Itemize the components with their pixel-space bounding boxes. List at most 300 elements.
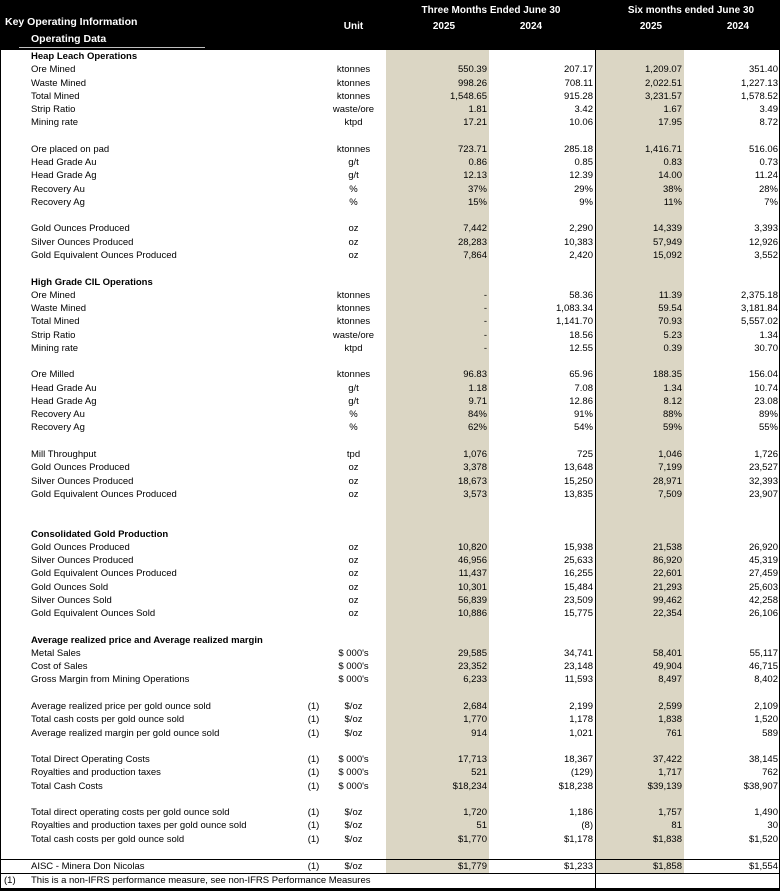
- cell-v3: 21,293: [652, 581, 682, 593]
- cell-label: Ore placed on pad: [31, 143, 110, 155]
- cell-v2: 1,021: [569, 727, 593, 739]
- cell-note: [296, 647, 331, 660]
- table-row: [1, 833, 780, 846]
- cell-v4: 89%: [758, 409, 778, 421]
- cell-v2: [489, 262, 595, 275]
- cell-v4: 1,578.52: [741, 90, 778, 102]
- cell-note: [296, 103, 331, 116]
- cell-v4: [684, 740, 780, 753]
- cell-v2: 15,938: [563, 541, 593, 553]
- cell-unit: ktpd: [344, 117, 363, 129]
- cell-v4: 38,145: [748, 754, 778, 766]
- cell-v1: 56,839: [457, 594, 487, 606]
- cell-v3: [595, 50, 684, 63]
- table-header: [1, 0, 779, 50]
- cell-label: Royalties and production taxes per gold ounce sold: [31, 820, 247, 832]
- cell-note: [296, 368, 331, 381]
- cell-v1: 1.81: [468, 104, 487, 116]
- cell-v2: 1,178: [569, 714, 593, 726]
- cell-unit: $ 000's: [338, 674, 369, 686]
- cell-unit: oz: [348, 555, 359, 567]
- cell-v4: [684, 634, 780, 647]
- cell-v1: 9.71: [468, 395, 487, 407]
- cell-unit: oz: [348, 223, 359, 235]
- table-row: [1, 727, 780, 740]
- cell-label: Total cash costs per gold ounce sold: [31, 714, 185, 726]
- footnote-text: This is a non-IFRS performance measure, see non-IFRS Performance Measures: [31, 875, 371, 886]
- cell-v1: -: [483, 316, 487, 328]
- page-title: Key Operating Information: [5, 16, 138, 28]
- cell-v2: $1,233: [563, 861, 593, 873]
- cell-label: Ore Milled: [31, 369, 75, 381]
- table-row: [1, 753, 780, 766]
- cell-v2: [489, 514, 595, 527]
- table-row: [1, 461, 780, 474]
- cell-v3: 11.39: [658, 289, 682, 301]
- cell-label: [1, 514, 296, 527]
- cell-label: High Grade CIL Operations: [31, 276, 153, 288]
- table-row: [1, 116, 780, 129]
- cell-v3: [595, 514, 684, 527]
- column-header-year-2024-q: 2024: [519, 21, 543, 32]
- cell-v1: 7,442: [463, 223, 487, 235]
- table-row: [1, 329, 780, 342]
- cell-note: [296, 740, 331, 753]
- table-row: [1, 819, 780, 832]
- cell-v1: 1,076: [463, 448, 487, 460]
- cell-note: [296, 90, 331, 103]
- column-group-six-months: Six months ended June 30: [627, 5, 755, 16]
- table-row: [1, 236, 780, 249]
- cell-v1: 7,864: [463, 249, 487, 261]
- cell-v1: 10,820: [457, 541, 487, 553]
- cell-unit: oz: [348, 581, 359, 593]
- cell-v4: 516.06: [748, 143, 778, 155]
- cell-v3: 88%: [662, 409, 682, 421]
- cell-v1: -: [483, 289, 487, 301]
- cell-v4: 11.24: [754, 170, 778, 182]
- cell-note: (1): [307, 714, 320, 726]
- cell-note: [296, 276, 331, 289]
- cell-v1: [376, 435, 489, 448]
- cell-v2: [489, 793, 595, 806]
- cell-note: [296, 581, 331, 594]
- cell-label: Recovery Au: [31, 183, 85, 195]
- cell-unit: waste/ore: [332, 104, 375, 116]
- cell-v1: 0.86: [468, 157, 487, 169]
- cell-v3: 1,046: [658, 448, 682, 460]
- cell-v3: 8.12: [663, 395, 682, 407]
- cell-note: (1): [307, 861, 320, 873]
- blank-row: [1, 209, 780, 222]
- cell-label: Recovery Au: [31, 409, 85, 421]
- cell-label: [1, 740, 296, 753]
- blank-row: [1, 793, 780, 806]
- cell-unit: $/oz: [344, 820, 363, 832]
- cell-v1: 12.13: [463, 170, 487, 182]
- cell-label: Waste Mined: [31, 77, 87, 89]
- cell-v1: 29,585: [457, 647, 487, 659]
- cell-v1: 10,301: [457, 581, 487, 593]
- cell-unit: $ 000's: [338, 647, 369, 659]
- table-row: [1, 90, 780, 103]
- cell-v1: 914: [471, 727, 487, 739]
- cell-v2: 708.11: [564, 77, 593, 89]
- cell-unit: $ 000's: [338, 661, 369, 673]
- cell-unit: [331, 846, 376, 859]
- cell-v4: [684, 262, 780, 275]
- cell-unit: [331, 514, 376, 527]
- cell-v4: 3.49: [759, 104, 778, 116]
- cell-v3: [595, 262, 684, 275]
- cell-v1: 723.71: [457, 143, 487, 155]
- column-header-unit: Unit: [343, 21, 364, 32]
- cell-v1: [376, 620, 489, 633]
- cell-unit: [331, 50, 376, 63]
- cell-v4: 46,715: [748, 661, 778, 673]
- cell-v3: 15,092: [652, 249, 682, 261]
- cell-v1: [376, 687, 489, 700]
- cell-v2: 54%: [573, 422, 593, 434]
- cell-v2: 34,741: [563, 647, 593, 659]
- cell-v1: 10,886: [457, 608, 487, 620]
- cell-v1: -: [483, 303, 487, 315]
- section-header-row: [1, 50, 780, 63]
- cell-v1: 23,352: [457, 661, 487, 673]
- cell-label: Gross Margin from Mining Operations: [31, 674, 190, 686]
- cell-v2: 12.86: [569, 395, 593, 407]
- cell-v2: 29%: [573, 183, 593, 195]
- cell-unit: g/t: [348, 382, 359, 394]
- cell-v2: 13,648: [563, 462, 593, 474]
- cell-v2: [489, 687, 595, 700]
- cell-v4: [684, 435, 780, 448]
- cell-label: Total Mined: [31, 316, 80, 328]
- cell-v1: 1,770: [463, 714, 487, 726]
- cell-v3: [595, 501, 684, 514]
- table-row: [1, 806, 780, 819]
- table-row: [1, 448, 780, 461]
- cell-v4: 12,926: [748, 236, 778, 248]
- cell-note: [296, 421, 331, 434]
- cell-label: Gold Ounces Produced: [31, 541, 130, 553]
- column-header-year-2025-h: 2025: [639, 21, 663, 32]
- cell-unit: ktonnes: [336, 303, 371, 315]
- cell-note: [296, 475, 331, 488]
- cell-unit: $/oz: [344, 714, 363, 726]
- cell-note: [296, 315, 331, 328]
- cell-v4: [684, 276, 780, 289]
- cell-v1: 17.21: [463, 117, 487, 129]
- cell-v4: 30: [767, 820, 778, 832]
- cell-unit: ktonnes: [336, 289, 371, 301]
- cell-unit: $ 000's: [338, 780, 369, 792]
- cell-v1: 2,684: [463, 701, 487, 713]
- table-body: [1, 50, 780, 873]
- cell-note: [296, 382, 331, 395]
- cell-note: [296, 249, 331, 262]
- cell-v3: 17.95: [658, 117, 682, 129]
- cell-v4: 2,375.18: [741, 289, 778, 301]
- cell-label: [1, 687, 296, 700]
- cell-note: (1): [307, 833, 320, 845]
- cell-v4: 1,227.13: [741, 77, 778, 89]
- cell-note: (1): [307, 807, 320, 819]
- table-row: [1, 156, 780, 169]
- cell-v2: (8): [581, 820, 593, 832]
- cell-v2: 11,593: [564, 674, 593, 686]
- cell-label: Recovery Ag: [31, 422, 85, 434]
- cell-label: [1, 209, 296, 222]
- cell-v3: 59.54: [658, 303, 682, 315]
- cell-v2: 12.55: [569, 342, 593, 354]
- cell-note: [296, 554, 331, 567]
- cell-v4: 1.34: [759, 329, 778, 341]
- table-row: [1, 673, 780, 686]
- cell-v3: [595, 846, 684, 859]
- cell-unit: %: [349, 422, 358, 434]
- cell-v2: [489, 501, 595, 514]
- cell-v2: 915.28: [563, 90, 593, 102]
- cell-label: Gold Ounces Sold: [31, 581, 109, 593]
- cell-v1: 998.26: [457, 77, 487, 89]
- cell-unit: [331, 740, 376, 753]
- cell-unit: oz: [348, 236, 359, 248]
- cell-v2: 2,420: [569, 249, 593, 261]
- cell-v2: 12.39: [569, 170, 593, 182]
- cell-v3: 28,971: [652, 475, 682, 487]
- cell-v3: [595, 620, 684, 633]
- cell-v2: [489, 528, 595, 541]
- cell-v3: 3,231.57: [645, 90, 682, 102]
- cell-v3: $39,139: [647, 780, 682, 792]
- cell-label: Royalties and production taxes: [31, 767, 161, 779]
- cell-v3: 70.93: [658, 316, 682, 328]
- cell-unit: ktonnes: [336, 77, 371, 89]
- cell-v1: -: [483, 342, 487, 354]
- cell-note: [296, 395, 331, 408]
- cell-v1: 521: [471, 767, 487, 779]
- cell-v2: 25,633: [563, 555, 593, 567]
- cell-label: Average realized price per gold ounce sold: [31, 701, 211, 713]
- cell-label: Strip Ratio: [31, 329, 76, 341]
- cell-v1: 1,720: [463, 807, 487, 819]
- cell-v3: [595, 276, 684, 289]
- cell-label: Total Direct Operating Costs: [31, 754, 150, 766]
- cell-v2: [489, 355, 595, 368]
- cell-note: [296, 448, 331, 461]
- cell-v2: 725: [577, 448, 593, 460]
- table-row: [1, 859, 780, 872]
- cell-unit: [331, 620, 376, 633]
- cell-v1: 96.83: [463, 369, 487, 381]
- cell-note: [296, 620, 331, 633]
- blank-row: [1, 435, 780, 448]
- cell-unit: [331, 528, 376, 541]
- cell-v1: [376, 514, 489, 527]
- cell-note: [296, 567, 331, 580]
- cell-v4: [684, 846, 780, 859]
- cell-v3: 49,904: [652, 661, 682, 673]
- table-row: [1, 780, 780, 793]
- cell-v3: $1,838: [652, 833, 682, 845]
- cell-unit: $ 000's: [338, 767, 369, 779]
- cell-unit: %: [349, 183, 358, 195]
- section-header-row: [1, 276, 780, 289]
- cell-v2: 15,484: [563, 581, 593, 593]
- cell-label: Ore Mined: [31, 64, 76, 76]
- cell-v3: 761: [666, 727, 682, 739]
- cell-v4: $1,554: [748, 861, 778, 873]
- cell-v3: 1.67: [663, 104, 682, 116]
- cell-v1: [376, 355, 489, 368]
- cell-v2: (129): [570, 767, 593, 779]
- blank-row: [1, 620, 780, 633]
- cell-note: [296, 196, 331, 209]
- cell-label: Head Grade Ag: [31, 395, 97, 407]
- cell-v2: [489, 740, 595, 753]
- cell-v1: $1,770: [457, 833, 487, 845]
- cell-v3: 38%: [662, 183, 682, 195]
- cell-v1: 6,233: [463, 674, 487, 686]
- cell-note: [296, 514, 331, 527]
- cell-label: Head Grade Ag: [31, 170, 97, 182]
- cell-v3: 1,717: [658, 767, 682, 779]
- cell-unit: $/oz: [344, 861, 363, 873]
- cell-v3: [595, 209, 684, 222]
- cell-v3: 21,538: [652, 541, 682, 553]
- column-header-year-2025-q: 2025: [432, 21, 456, 32]
- cell-label: Gold Equivalent Ounces Produced: [31, 249, 177, 261]
- cell-v1: [376, 634, 489, 647]
- cell-v2: $18,238: [558, 780, 593, 792]
- cell-v4: 27,459: [748, 568, 778, 580]
- cell-v4: $1,520: [748, 833, 778, 845]
- cell-v2: 23,148: [563, 661, 593, 673]
- cell-label: Silver Ounces Sold: [31, 594, 112, 606]
- blank-row: [1, 130, 780, 143]
- cell-v2: 3.42: [574, 104, 593, 116]
- cell-v2: 91%: [573, 409, 593, 421]
- cell-unit: oz: [348, 475, 359, 487]
- cell-label: Gold Equivalent Ounces Produced: [31, 568, 177, 580]
- cell-note: [296, 673, 331, 686]
- column-divider-line: [595, 50, 596, 888]
- cell-unit: [331, 501, 376, 514]
- table-row: [1, 249, 780, 262]
- cell-v2: 65.96: [569, 369, 593, 381]
- cell-v4: 23,527: [748, 462, 778, 474]
- cell-note: [296, 793, 331, 806]
- cell-v2: 207.17: [563, 64, 593, 76]
- cell-v1: [376, 528, 489, 541]
- cell-v4: [684, 501, 780, 514]
- cell-v4: 3,393: [754, 223, 778, 235]
- cell-v3: [595, 687, 684, 700]
- cell-v1: 17,713: [457, 754, 487, 766]
- cell-unit: waste/ore: [332, 329, 375, 341]
- cell-v4: 8.72: [759, 117, 778, 129]
- cell-v3: 1,416.71: [645, 143, 682, 155]
- table-row: [1, 700, 780, 713]
- cell-v3: [595, 528, 684, 541]
- cell-v2: 2,290: [569, 223, 593, 235]
- cell-v2: 285.18: [563, 143, 593, 155]
- cell-label: Gold Ounces Produced: [31, 223, 130, 235]
- cell-v4: [684, 620, 780, 633]
- cell-v2: [489, 130, 595, 143]
- cell-v3: 99,462: [652, 594, 682, 606]
- cell-unit: $/oz: [344, 701, 363, 713]
- cell-label: Silver Ounces Produced: [31, 555, 134, 567]
- cell-label: Head Grade Au: [31, 382, 97, 394]
- cell-unit: ktonnes: [336, 369, 371, 381]
- table-row: [1, 222, 780, 235]
- cell-label: Mining rate: [31, 342, 78, 354]
- table-row: [1, 475, 780, 488]
- blank-row: [1, 687, 780, 700]
- cell-v3: 0.39: [663, 342, 682, 354]
- cell-label: [1, 620, 296, 633]
- cell-v3: [595, 634, 684, 647]
- cell-note: [296, 355, 331, 368]
- cell-unit: oz: [348, 488, 359, 500]
- cell-v3: 57,949: [652, 236, 682, 248]
- cell-v2: 7.08: [574, 382, 593, 394]
- cell-v3: [595, 793, 684, 806]
- table-row: [1, 660, 780, 673]
- cell-v4: [684, 528, 780, 541]
- cell-v4: 5,557.02: [741, 316, 778, 328]
- cell-label: Ore Mined: [31, 289, 76, 301]
- cell-label: [1, 130, 296, 143]
- cell-unit: ktpd: [344, 342, 363, 354]
- cell-v3: $1,858: [652, 861, 682, 873]
- cell-v4: $38,907: [743, 780, 778, 792]
- cell-v4: 1,726: [754, 448, 778, 460]
- cell-label: Waste Mined: [31, 303, 87, 315]
- blank-row: [1, 740, 780, 753]
- cell-v3: [595, 435, 684, 448]
- table-row: [1, 541, 780, 554]
- cell-v3: 188.35: [652, 369, 682, 381]
- cell-v2: $1,178: [563, 833, 593, 845]
- cell-note: [296, 435, 331, 448]
- cell-note: [296, 262, 331, 275]
- cell-note: [296, 143, 331, 156]
- cell-v4: 42,258: [748, 594, 778, 606]
- cell-unit: [331, 262, 376, 275]
- cell-note: [296, 594, 331, 607]
- cell-note: [296, 342, 331, 355]
- table-row: [1, 289, 780, 302]
- cell-v2: 18.56: [569, 329, 593, 341]
- cell-v3: 5.23: [663, 329, 682, 341]
- cell-note: [296, 687, 331, 700]
- cell-v3: 59%: [662, 422, 682, 434]
- cell-v2: 9%: [579, 196, 593, 208]
- cell-label: Silver Ounces Produced: [31, 236, 134, 248]
- cell-v3: 58,401: [652, 647, 682, 659]
- cell-v4: [684, 793, 780, 806]
- cell-label: [1, 793, 296, 806]
- cell-label: [1, 435, 296, 448]
- cell-v4: 45,319: [748, 555, 778, 567]
- cell-note: [296, 302, 331, 315]
- cell-v4: 7%: [764, 196, 778, 208]
- cell-v1: [376, 262, 489, 275]
- table-row: [1, 594, 780, 607]
